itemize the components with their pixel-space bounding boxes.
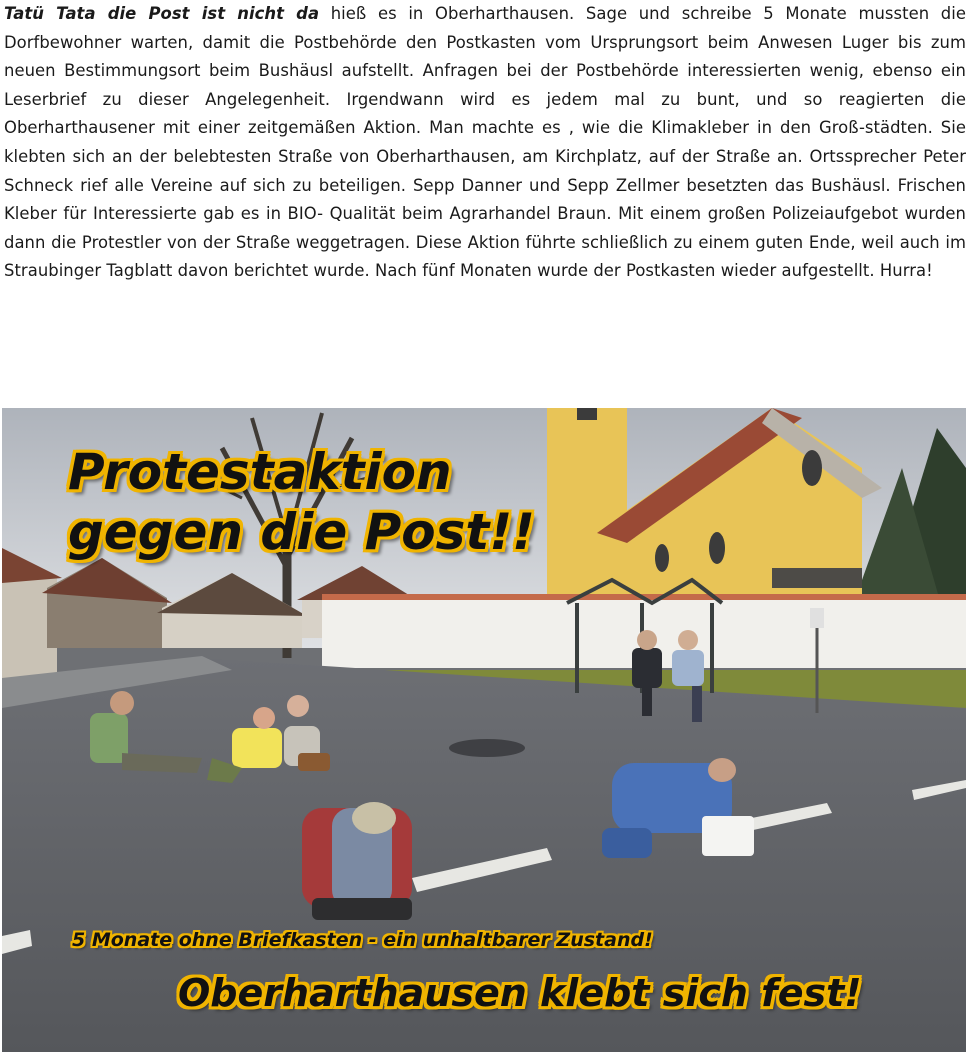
article-body: hieß es in Oberharthausen. Sage und schreibe 5 Monate mussten die Dorfbewohner warten, damit die Postbehörde den Postkasten vom Ursprungsort beim Anwesen Luger bis zum neuen Bestimmungsort beim Bushäusl aufstellt. Anfragen bei der Postbehörde interessierten wenig, ebenso ein Leserbrief zu dieser Angelegenheit. Irgendwann wird es jedem mal zu bunt, und so reagierten die Oberharthausener mit einer zeitgemäßen Aktion. Man machte es , wie die Klimakleber in den Groß-städten. Sie klebten sich an der belebtesten Straße von Oberharthausen, am Kirchplatz, auf der Straße an. Ortssprecher Peter Schneck rief alle Vereine auf sich zu beteiligen. Sepp Danner und Sepp Zellmer besetzten das Bushäusl. Frischen Kleber für Interessierte gab es in BIO- Qualität beim Agrarhandel Braun. Mit einem großen Polizeiaufgebot wurden dann die Protestler von der Straße weggetragen. Diese Aktion führte schließlich zu einem guten Ende, weil auch im Straubinger Tagblatt davon berichtet wurde. Nach fünf Monaten wurde der Postkasten wieder aufgestellt. Hurra! (4, 4, 967, 281)
photo-subline: 5 Monate ohne Briefkasten - ein unhaltbarer Zustand! (72, 929, 653, 951)
article-lead: Tatü Tata die Post ist nicht da (4, 4, 320, 23)
photo-headline (68, 442, 535, 562)
article-text (4, 0, 966, 286)
protest-photo (2, 408, 966, 1052)
photo-headline-line1: Protestaktion (68, 443, 452, 501)
photo-bottomline: Oberharthausen klebt sich fest! (178, 971, 862, 1015)
manhole (449, 739, 525, 757)
photo-headline-line2: gegen die Post!! (68, 503, 535, 561)
kneeling-man-centre (302, 802, 412, 920)
